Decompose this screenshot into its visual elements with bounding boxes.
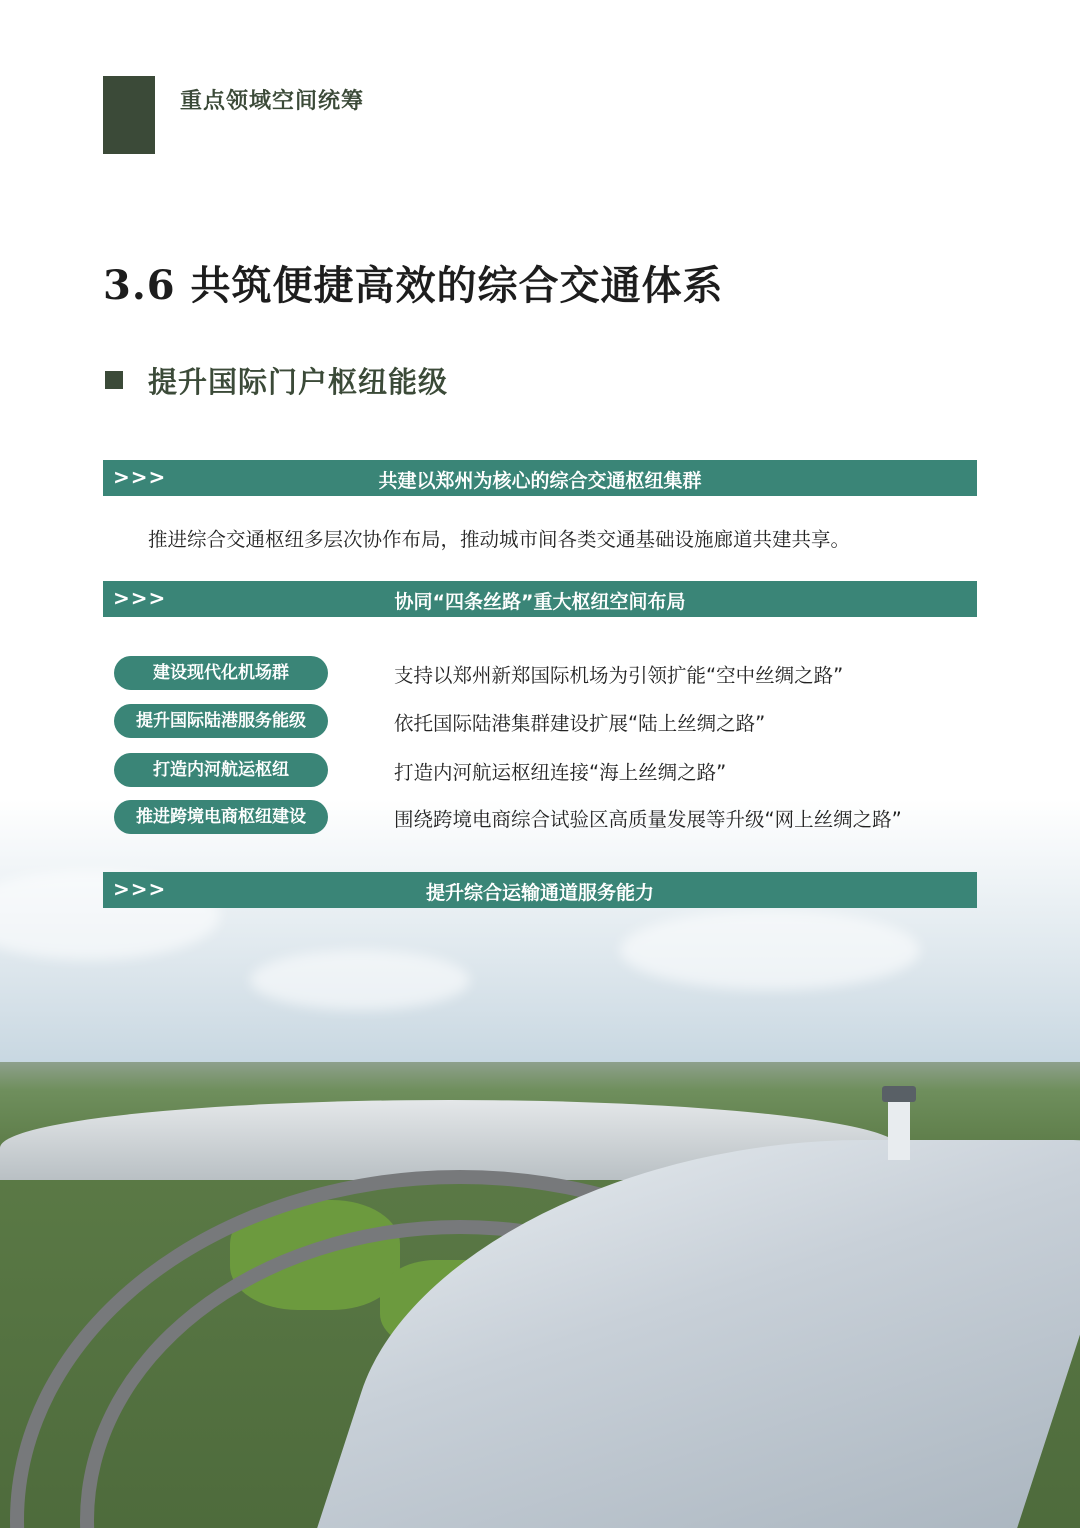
list-item xyxy=(114,753,984,789)
page-title: 3.6 共筑便捷高效的综合交通体系 xyxy=(103,262,724,309)
body-text: 推进综合交通枢纽多层次协作布局，推动城市间各类交通基础设施廊道共建共享。 xyxy=(148,528,851,551)
section-marker-square xyxy=(105,371,123,389)
list-item xyxy=(114,800,984,836)
section-bar-hub-cluster xyxy=(103,460,977,496)
hub-pill: 推进跨境电商枢纽建设 xyxy=(114,800,328,834)
control-tower-cab xyxy=(882,1086,916,1102)
bar-label: 共建以郑州为核心的综合交通枢纽集群 xyxy=(378,470,702,492)
chevrons-icon: >>> xyxy=(113,465,167,489)
header-accent-block xyxy=(103,76,155,154)
cloud xyxy=(620,910,920,990)
hub-description: 打造内河航运枢纽连接“海上丝绸之路” xyxy=(394,761,727,784)
hub-pill: 建设现代化机场群 xyxy=(114,656,328,690)
section-bar-transport-corridor xyxy=(103,872,977,908)
header-title: 重点领域空间统筹 xyxy=(180,88,365,114)
section-bar-silk-roads xyxy=(103,581,977,617)
hub-pill: 打造内河航运枢纽 xyxy=(114,753,328,787)
hub-description: 依托国际陆港集群建设扩展“陆上丝绸之路” xyxy=(394,712,766,735)
bar-label: 协同“四条丝路”重大枢纽空间布局 xyxy=(394,591,686,613)
hub-description: 围绕跨境电商综合试验区高质量发展等升级“网上丝绸之路” xyxy=(394,808,902,831)
hub-pill: 提升国际陆港服务能级 xyxy=(114,704,328,738)
section-heading: 提升国际门户枢纽能级 xyxy=(148,365,449,399)
cloud xyxy=(250,950,470,1010)
bar-label: 提升综合运输通道服务能力 xyxy=(425,882,654,904)
chevrons-icon: >>> xyxy=(113,586,167,610)
chevrons-icon: >>> xyxy=(113,877,167,901)
hub-description: 支持以郑州新郑国际机场为引领扩能“空中丝绸之路” xyxy=(394,664,844,687)
list-item xyxy=(114,704,984,740)
list-item xyxy=(114,656,984,692)
